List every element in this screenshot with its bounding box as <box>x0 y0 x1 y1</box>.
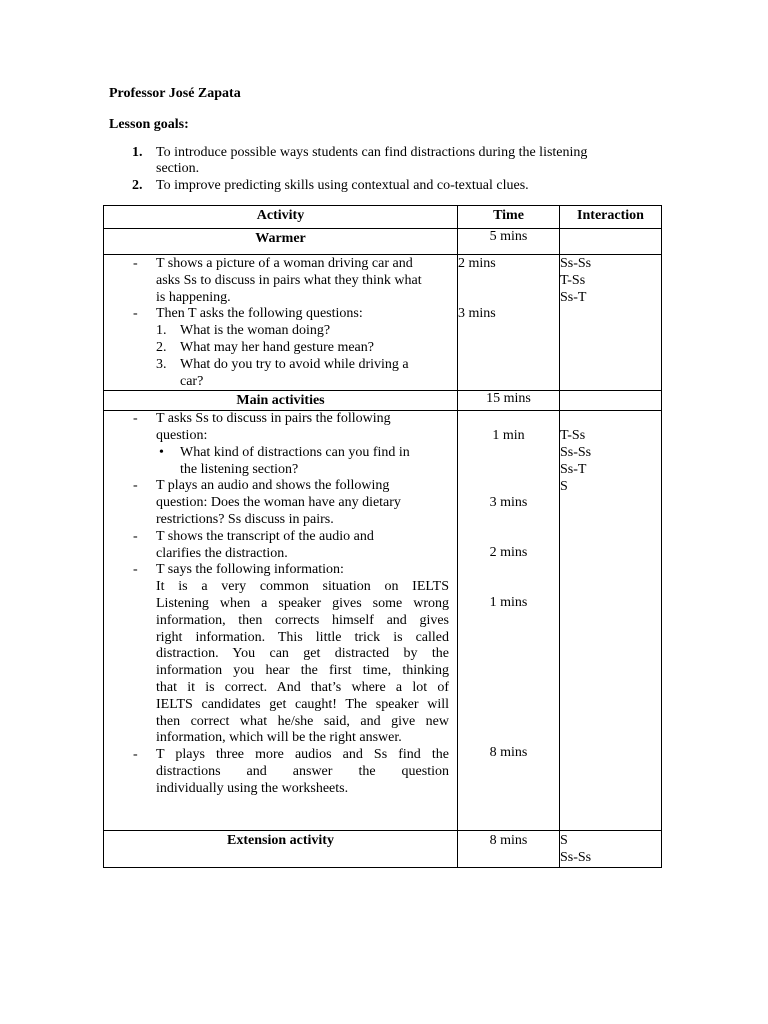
time-value: 1 mins <box>489 594 528 610</box>
question-item: 3. What do you try to avoid while driving a car? <box>156 356 409 389</box>
section-title: Extension activity <box>104 831 458 868</box>
section-row-extension <box>104 831 662 868</box>
interaction-value: S <box>560 833 568 849</box>
goal-number: 2. <box>132 178 143 193</box>
section-title: Warmer <box>104 229 458 255</box>
interaction-value: Ss-T <box>560 461 587 477</box>
interaction-cell <box>560 411 662 831</box>
section-interaction-empty <box>560 391 662 411</box>
list-item: - T says the following information: <box>133 562 344 578</box>
goal-number: 1. <box>132 145 143 160</box>
section-interaction-empty <box>560 229 662 255</box>
table-header-row <box>104 206 662 229</box>
table-row <box>104 255 662 391</box>
time-value: 1 min <box>492 428 525 444</box>
interaction-value: Ss-Ss <box>560 256 592 271</box>
interaction-value: S <box>560 478 568 494</box>
section-row-main <box>104 391 662 411</box>
list-item: - T shows the transcript of the audio and clarifies the distraction. <box>133 528 374 561</box>
list-item: - T plays an audio and shows the following question: Does the woman have any dietary restrictions? Ss discuss in pairs. <box>133 478 401 527</box>
list-item: - T plays three more audios and Ss find the distractions and answer the question individually using the worksheets. <box>133 747 449 796</box>
section-time: 5 mins <box>458 229 560 255</box>
time-cell <box>458 411 560 831</box>
information-paragraph: It is a very common situation on IELTS Listening when a speaker gives some wrong information, then corrects himself and gives right information. This little trick is called distraction. You can get distracted by the information you hear the first time, thinking that it is correct. And that’s where a lot of IELTS candidates get caught! The speaker will then correct what he/she said, and give new information, which will be the right answer. <box>156 579 449 746</box>
activity-cell <box>104 255 458 391</box>
lesson-plan-table <box>103 205 662 868</box>
question-item: 1. What is the woman doing? <box>156 323 331 339</box>
goals-heading: Lesson goals: <box>109 117 189 132</box>
header-time: Time <box>458 206 560 229</box>
interaction-value: Ss-T <box>560 289 587 305</box>
interaction-value: T-Ss <box>560 272 586 288</box>
interaction-value: Ss-Ss <box>560 849 592 865</box>
interaction-value: Ss-Ss <box>560 444 592 460</box>
interaction-value: T-Ss <box>560 428 586 444</box>
time-value: 3 mins <box>458 305 496 321</box>
time-cell <box>458 255 560 391</box>
activity-cell <box>104 411 458 831</box>
goal-text: section. <box>156 161 200 176</box>
time-value: 2 mins <box>489 544 528 560</box>
header-activity: Activity <box>104 206 458 229</box>
section-time: 8 mins <box>458 831 560 868</box>
goal-text: To introduce possible ways students can find distractions during the listening <box>156 145 588 160</box>
list-item: - Then T asks the following questions: <box>133 306 363 322</box>
time-value: 2 mins <box>458 256 496 271</box>
author-name: Professor José Zapata <box>109 86 241 101</box>
time-value: 8 mins <box>489 745 528 761</box>
table-row <box>104 411 662 831</box>
header-interaction: Interaction <box>560 206 662 229</box>
list-item: - T shows a picture of a woman driving car and asks Ss to discuss in pairs what they think what is happening. <box>133 256 422 305</box>
goal-text: To improve predicting skills using contextual and co-textual clues. <box>156 178 529 193</box>
question-item: 2. What may her hand gesture mean? <box>156 339 374 355</box>
time-value: 3 mins <box>489 494 528 510</box>
section-time: 15 mins <box>458 391 560 411</box>
section-row-warmer <box>104 229 662 255</box>
interaction-cell <box>560 831 662 868</box>
section-title: Main activities <box>104 391 458 411</box>
bullet-item: • What kind of distractions can you find in the listening section? <box>159 444 410 477</box>
interaction-cell <box>560 255 662 391</box>
list-item: - T asks Ss to discuss in pairs the following question: <box>133 411 391 443</box>
